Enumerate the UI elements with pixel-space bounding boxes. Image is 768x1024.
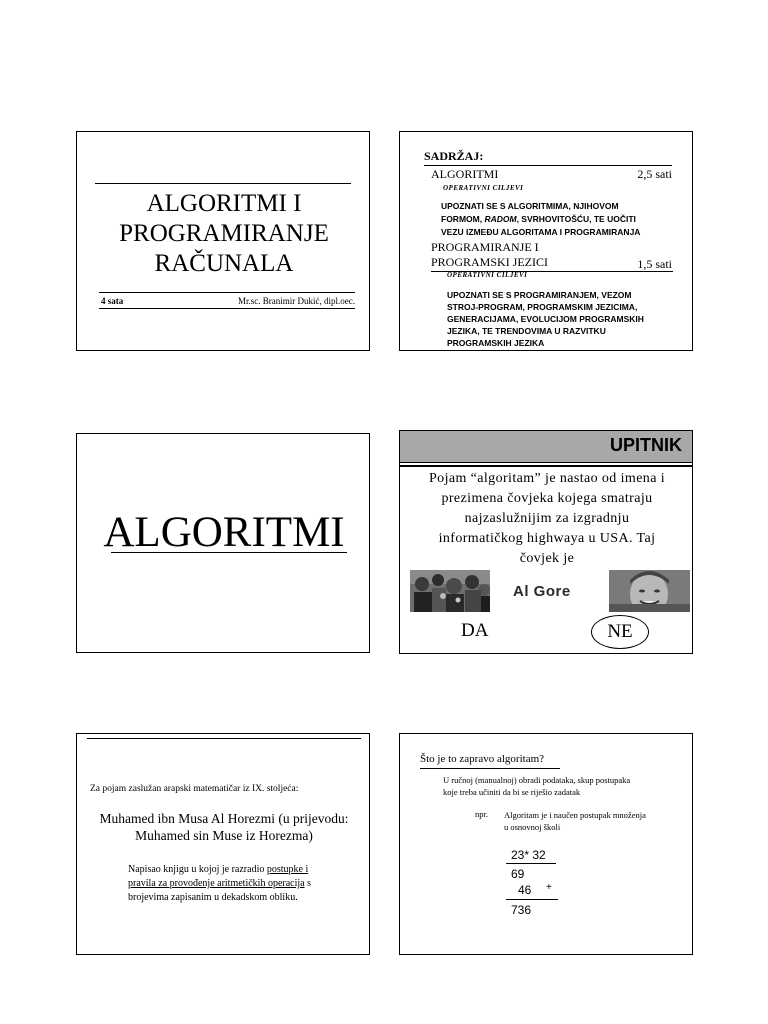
section2-text — [447, 289, 644, 349]
section2-text-line: JEZIKA, TE TRENDOVIMA U RAZVITKU — [447, 326, 606, 336]
sum-rule — [506, 899, 558, 900]
section1-text-line: VEZU IZMEĐU ALGORITAMA I PROGRAMIRANJA — [441, 227, 641, 237]
slide-al-horezmi — [76, 733, 370, 955]
crowd-photo — [410, 570, 490, 612]
description-line-2 — [128, 877, 311, 891]
example-text — [504, 809, 646, 833]
example-line-2: u osnovnoj školi — [504, 822, 561, 832]
course-title — [77, 189, 370, 279]
answer-yes[interactable]: DA — [461, 620, 489, 641]
multiplication-expression: 23* 32 — [511, 848, 546, 862]
title-top-rule — [95, 183, 351, 184]
slide-contents — [399, 131, 693, 351]
section1-text-line: UPOZNATI SE S ALGORITMIMA, NJIHOVOM — [441, 201, 619, 211]
quiz-question — [400, 469, 693, 569]
slide-question-title: Što je to zapravo algoritam? — [420, 753, 545, 765]
answer-no[interactable] — [591, 615, 649, 649]
quiz-header-title: UPITNIK — [610, 435, 682, 455]
section1-title: ALGORITMI — [431, 167, 499, 181]
slide-algoritmi — [76, 433, 370, 653]
section1-subheading: OPERATIVNI CILJEVI — [443, 184, 524, 192]
title-rule — [420, 768, 560, 769]
section2-title-line-1: PROGRAMIRANJE I — [431, 240, 539, 254]
description-text: s — [304, 878, 311, 889]
description-text: Napisao knjigu u kojoj je razradio — [128, 864, 267, 875]
slide-heading: ALGORITMI — [103, 509, 345, 556]
slide-what-is-algorithm — [399, 733, 693, 955]
mathematician-name — [77, 810, 370, 844]
section2-subheading: OPERATIVNI CILJEVI — [447, 271, 528, 279]
course-title-line-2: PROGRAMIRANJE — [119, 220, 329, 247]
quiz-question-line: informatičkog highwaya u USA. Taj — [438, 531, 656, 546]
section2-hours: 1,5 sati — [637, 257, 672, 271]
partial-product-2: 46 — [518, 883, 532, 897]
author-label: Mr.sc. Branimir Dukić, dipl.oec. — [238, 296, 355, 306]
title-bottom-rule — [99, 292, 355, 293]
contents-rule — [424, 165, 672, 166]
description-line-3: brojevima zapisanim u dekadskom obliku. — [128, 892, 298, 903]
description — [128, 863, 311, 905]
section2-text-line: STROJ-PROGRAM, PROGRAMSKIM JEZICIMA, — [447, 302, 638, 312]
answer-no-label: NE — [607, 621, 633, 642]
example-prefix: npr. — [475, 809, 488, 819]
example-line-1: Algoritam je i naučen postupak množenja — [504, 810, 646, 820]
section2-text-line: PROGRAMSKIH JEZIKA — [447, 338, 545, 348]
quiz-question-line: Pojam “algoritam” je nastao od imena i — [428, 471, 666, 486]
definition-line-1: U ručnoj (manualnoj) obradi podataka, skup postupaka — [443, 775, 631, 785]
section2-title — [431, 240, 548, 270]
section1-text-line — [441, 213, 640, 226]
duration-label: 4 sata — [101, 296, 124, 306]
multiplication-result: 736 — [511, 903, 532, 917]
quiz-question-line: najzaslužnijim za izgradnju — [464, 511, 630, 526]
section1-text-fragment: FORMOM, — [441, 214, 485, 224]
heading-underline — [111, 552, 347, 553]
section1-text-fragment: RADOM — [484, 214, 517, 224]
slide-quiz — [399, 430, 693, 654]
quiz-question-line: prezimena čovjeka kojega smatraju — [441, 491, 653, 506]
section2-title-line-2: PROGRAMSKI JEZICI — [431, 255, 549, 269]
quiz-header — [400, 431, 693, 463]
quiz-person-name: Al Gore — [513, 583, 571, 600]
description-line-1 — [128, 863, 311, 877]
section1-text-fragment: , SVRHOVITOŠĆU, TE UOČITI — [516, 214, 636, 224]
top-rule — [87, 738, 361, 739]
portrait-photo — [609, 570, 690, 612]
definition-text — [443, 774, 630, 798]
plus-sign: + — [546, 882, 552, 893]
description-underlined: postupke i — [266, 864, 309, 875]
slide-title — [76, 131, 370, 351]
section1-text — [441, 200, 640, 239]
section1-hours: 2,5 sati — [637, 167, 672, 181]
intro-text: Za pojam zaslužan arapski matematičar iz IX. stoljeća: — [90, 784, 299, 794]
multiplication-rule — [506, 863, 556, 864]
section2-text-line: UPOZNATI SE S PROGRAMIRANJEM, VEZOM — [447, 290, 632, 300]
quiz-header-rule — [400, 465, 693, 467]
course-title-line-3: RAČUNALA — [154, 250, 294, 277]
description-underlined: pravila za provođenje aritmetičkih operacija — [128, 878, 305, 889]
course-title-line-1: ALGORITMI I — [146, 190, 302, 217]
definition-line-2: koje treba učiniti da bi se riješio zadatak — [443, 787, 581, 797]
contents-heading: SADRŽAJ: — [424, 149, 484, 163]
partial-product-1: 69 — [511, 867, 525, 881]
mathematician-name-line-2: Muhamed sin Muse iz Horezma) — [135, 828, 313, 843]
mathematician-name-line-1: Muhamed ibn Musa Al Horezmi (u prijevodu: — [99, 811, 349, 826]
section2-text-line: GENERACIJAMA, EVOLUCIJOM PROGRAMSKIH — [447, 314, 644, 324]
quiz-question-line: čovjek je — [519, 551, 575, 566]
footer-rule — [99, 308, 355, 309]
